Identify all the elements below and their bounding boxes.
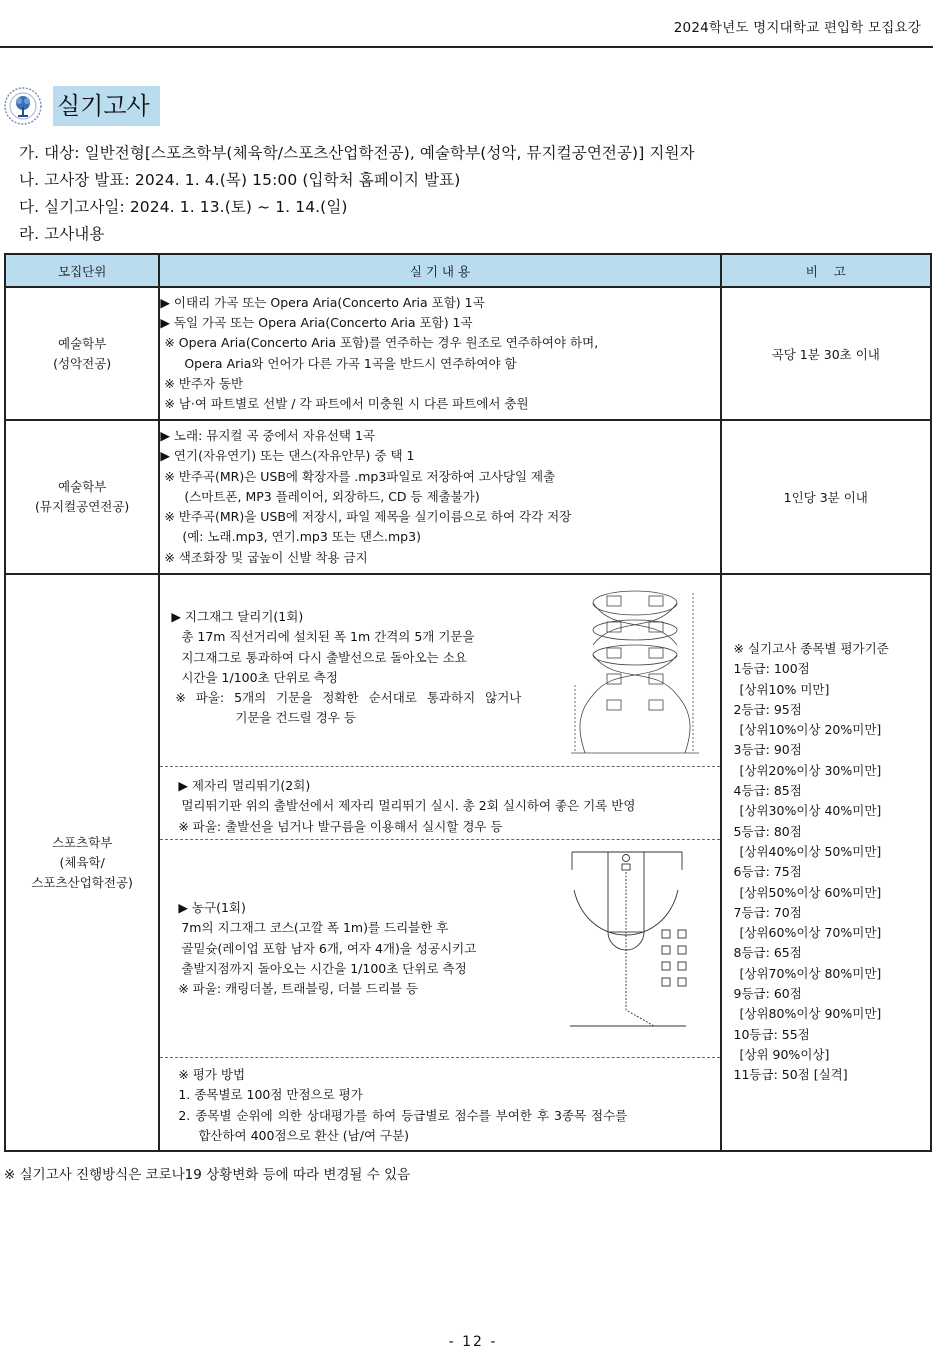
grade-range: [상위20%이상 30%미만] <box>739 762 882 778</box>
content-line: ※ 반주곡(MR)을 USB에 저장시, 파일 제목을 실기이름으로 하여 각각 저장 <box>164 509 572 525</box>
unit-line: 예술학부 <box>58 335 107 351</box>
content-line: ※ 평가 방법 <box>178 1067 246 1082</box>
grade-item: 8등급: 65점 <box>733 945 802 961</box>
grade-range: [상위 90%이상] <box>739 1046 830 1062</box>
content-line: Opera Aria와 언어가 다른 가곡 1곡을 반드시 연주하여야 함 <box>184 355 517 371</box>
grade-range: [상위70%이상 80%미만] <box>739 965 882 981</box>
unit-line: (체육학/ <box>59 854 105 870</box>
content-line: ※ 남·여 파트별로 선발 / 각 파트에서 미충원 시 다른 파트에서 충원 <box>164 396 529 412</box>
grade-item: 7등급: 70점 <box>733 904 802 920</box>
unit-sports <box>5 574 159 1151</box>
content-line: ▶ 노래: 뮤지컬 곡 중에서 자유선택 1곡 <box>160 427 375 443</box>
content-line: 1. 종목별로 100점 만점으로 평가 <box>178 1087 363 1103</box>
grade-item: 6등급: 75점 <box>733 864 802 880</box>
section-heading <box>3 84 403 128</box>
jump-section <box>160 767 719 840</box>
zigzag-section <box>160 575 719 767</box>
content-line: 총 17m 직선거리에 설치된 폭 1m 간격의 5개 기문을 <box>181 629 475 645</box>
content-line: ▶ 독일 가곡 또는 Opera Aria(Concerto Aria 포함) 1곡 <box>160 314 473 330</box>
content-line: ▶ 지그재그 달리기(1회) <box>171 609 304 624</box>
evaluation-section <box>160 1058 719 1150</box>
content-line: ※ 파울: 출발선을 넘거나 발구름을 이용해서 실시할 경우 등 <box>178 818 503 834</box>
content-line: 2. 종목별 순위에 의한 상대평가를 하여 등급별로 점수를 부여한 후 3종목 점수를 <box>178 1107 628 1123</box>
remark-vocal: 곡당 1분 30초 이내 <box>721 287 931 420</box>
basketball-section <box>160 840 719 1058</box>
content-line: (예: 노래.mp3, 연기.mp3 또는 댄스.mp3) <box>182 529 421 545</box>
info-exam-date: 다. 실기고사일: 2024. 1. 13.(토) ~ 1. 14.(일) <box>19 198 348 216</box>
header-remarks: 비 고 <box>721 254 931 287</box>
table-row-vocal <box>5 287 931 420</box>
grade-item: 1등급: 100점 <box>733 661 810 677</box>
grade-item: 10등급: 55점 <box>733 1026 810 1042</box>
content-line: ※ 파울: 5개의 기문을 정확한 순서대로 통과하지 않거나 <box>175 690 522 706</box>
content-line: ※ Opera Aria(Concerto Aria 포함)를 연주하는 경우 원조로 연주하여야 하며, <box>164 335 599 351</box>
content-line: ▶ 농구(1회) <box>178 900 246 915</box>
content-line: ※ 색조화장 및 굽높이 신발 착용 금지 <box>164 549 368 565</box>
content-musical <box>159 420 720 574</box>
info-target: 가. 대상: 일반전형[스포츠학부(체육학/스포츠산업학전공), 예술학부(성악, 뮤지컬공연전공)] 지원자 <box>19 144 695 162</box>
unit-line: (뮤지컬공연전공) <box>35 499 130 514</box>
grade-item: 2등급: 95점 <box>733 701 802 717</box>
content-line: ※ 반주자 동반 <box>164 375 244 391</box>
table-row-musical <box>5 420 931 574</box>
university-seal-icon <box>3 86 43 126</box>
grade-criteria-title: ※ 실기고사 종목별 평가기준 <box>733 641 889 656</box>
grade-item: 3등급: 90점 <box>733 742 802 758</box>
zigzag-course-diagram <box>565 585 705 761</box>
content-line: 기문을 건드릴 경우 등 <box>235 710 356 726</box>
footer-note: ※ 실기고사 진행방식은 코로나19 상황변화 등에 따라 변경될 수 있음 <box>4 1167 411 1183</box>
content-line: ※ 반주곡(MR)은 USB에 확장자를 .mp3파일로 저장하여 고사당일 제출 <box>164 468 556 484</box>
content-line: ▶ 제자리 멀리뛰기(2회) <box>178 778 311 793</box>
content-line: ※ 파울: 캐링더볼, 트래블링, 더블 드리블 등 <box>178 981 419 997</box>
grade-item: 4등급: 85점 <box>733 783 802 799</box>
content-line: 골밑슛(레이업 포함 남자 6개, 여자 4개)을 성공시키고 <box>181 940 477 956</box>
content-line: 7m의 지그재그 코스(고깔 폭 1m)를 드리블한 후 <box>181 920 449 936</box>
content-line: ▶ 연기(자유연기) 또는 댄스(자유안무) 중 택 1 <box>160 448 415 464</box>
document-title: 2024학년도 명지대학교 편입학 모집요강 <box>673 20 921 36</box>
content-line: 출발지점까지 돌아오는 시간을 1/100초 단위로 측정 <box>181 960 467 976</box>
grade-range: [상위30%이상 40%미만] <box>739 803 882 819</box>
content-line: 시간을 1/100초 단위로 측정 <box>181 669 338 685</box>
remark-musical: 1인당 3분 이내 <box>721 420 931 574</box>
basketball-course-diagram <box>568 850 688 1045</box>
header-content: 실 기 내 용 <box>159 254 720 287</box>
grade-criteria <box>722 575 930 1086</box>
content-vocal <box>159 287 720 420</box>
content-line: 멀리뛰기판 위의 출발선에서 제자리 멀리뛰기 실시. 총 2회 실시하여 좋은 기록 반영 <box>181 798 636 814</box>
unit-line: 예술학부 <box>58 479 107 494</box>
table-row-sports <box>5 574 931 1151</box>
grade-item: 5등급: 80점 <box>733 823 802 839</box>
content-sports <box>159 574 720 1151</box>
section-title: 실기고사 <box>53 86 160 126</box>
grade-range: [상위80%이상 90%미만] <box>739 1006 882 1022</box>
content-line: 합산하여 400점으로 환산 (남/여 구분) <box>198 1127 410 1143</box>
unit-line: 스포츠학부 <box>51 834 113 850</box>
content-line: (스마트폰, MP3 플레이어, 외장하드, CD 등 제출불가) <box>184 488 480 504</box>
table-header-row <box>5 254 931 287</box>
grade-list <box>734 659 930 1085</box>
exam-table <box>4 253 932 1152</box>
info-venue-announce: 나. 고사장 발표: 2024. 1. 4.(목) 15:00 (입학처 홈페이지 발표) <box>19 171 461 189</box>
grade-range: [상위40%이상 50%미만] <box>739 843 882 859</box>
page-header <box>0 0 933 48</box>
unit-vocal <box>5 287 159 420</box>
grade-range: [상위10% 미만] <box>739 681 830 697</box>
grade-range: [상위60%이상 70%미만] <box>739 925 882 941</box>
grade-item: 9등급: 60점 <box>733 986 802 1002</box>
info-exam-content: 라. 고사내용 <box>19 225 105 243</box>
page-number: - 12 - <box>448 1334 498 1350</box>
grade-range: [상위50%이상 60%미만] <box>739 884 882 900</box>
content-line: ▶ 이태리 가곡 또는 Opera Aria(Concerto Aria 포함) 1곡 <box>160 294 485 310</box>
unit-line: 스포츠산업학전공) <box>31 874 133 890</box>
grade-item: 11등급: 50점 [실격] <box>733 1067 848 1083</box>
grade-range: [상위10%이상 20%미만] <box>739 722 882 738</box>
unit-line: (성악전공) <box>53 355 112 371</box>
unit-musical <box>5 420 159 574</box>
remark-sports <box>721 574 931 1151</box>
content-line: 지그재그로 통과하여 다시 출발선으로 돌아오는 소요 <box>181 649 467 665</box>
header-unit: 모집단위 <box>5 254 159 287</box>
